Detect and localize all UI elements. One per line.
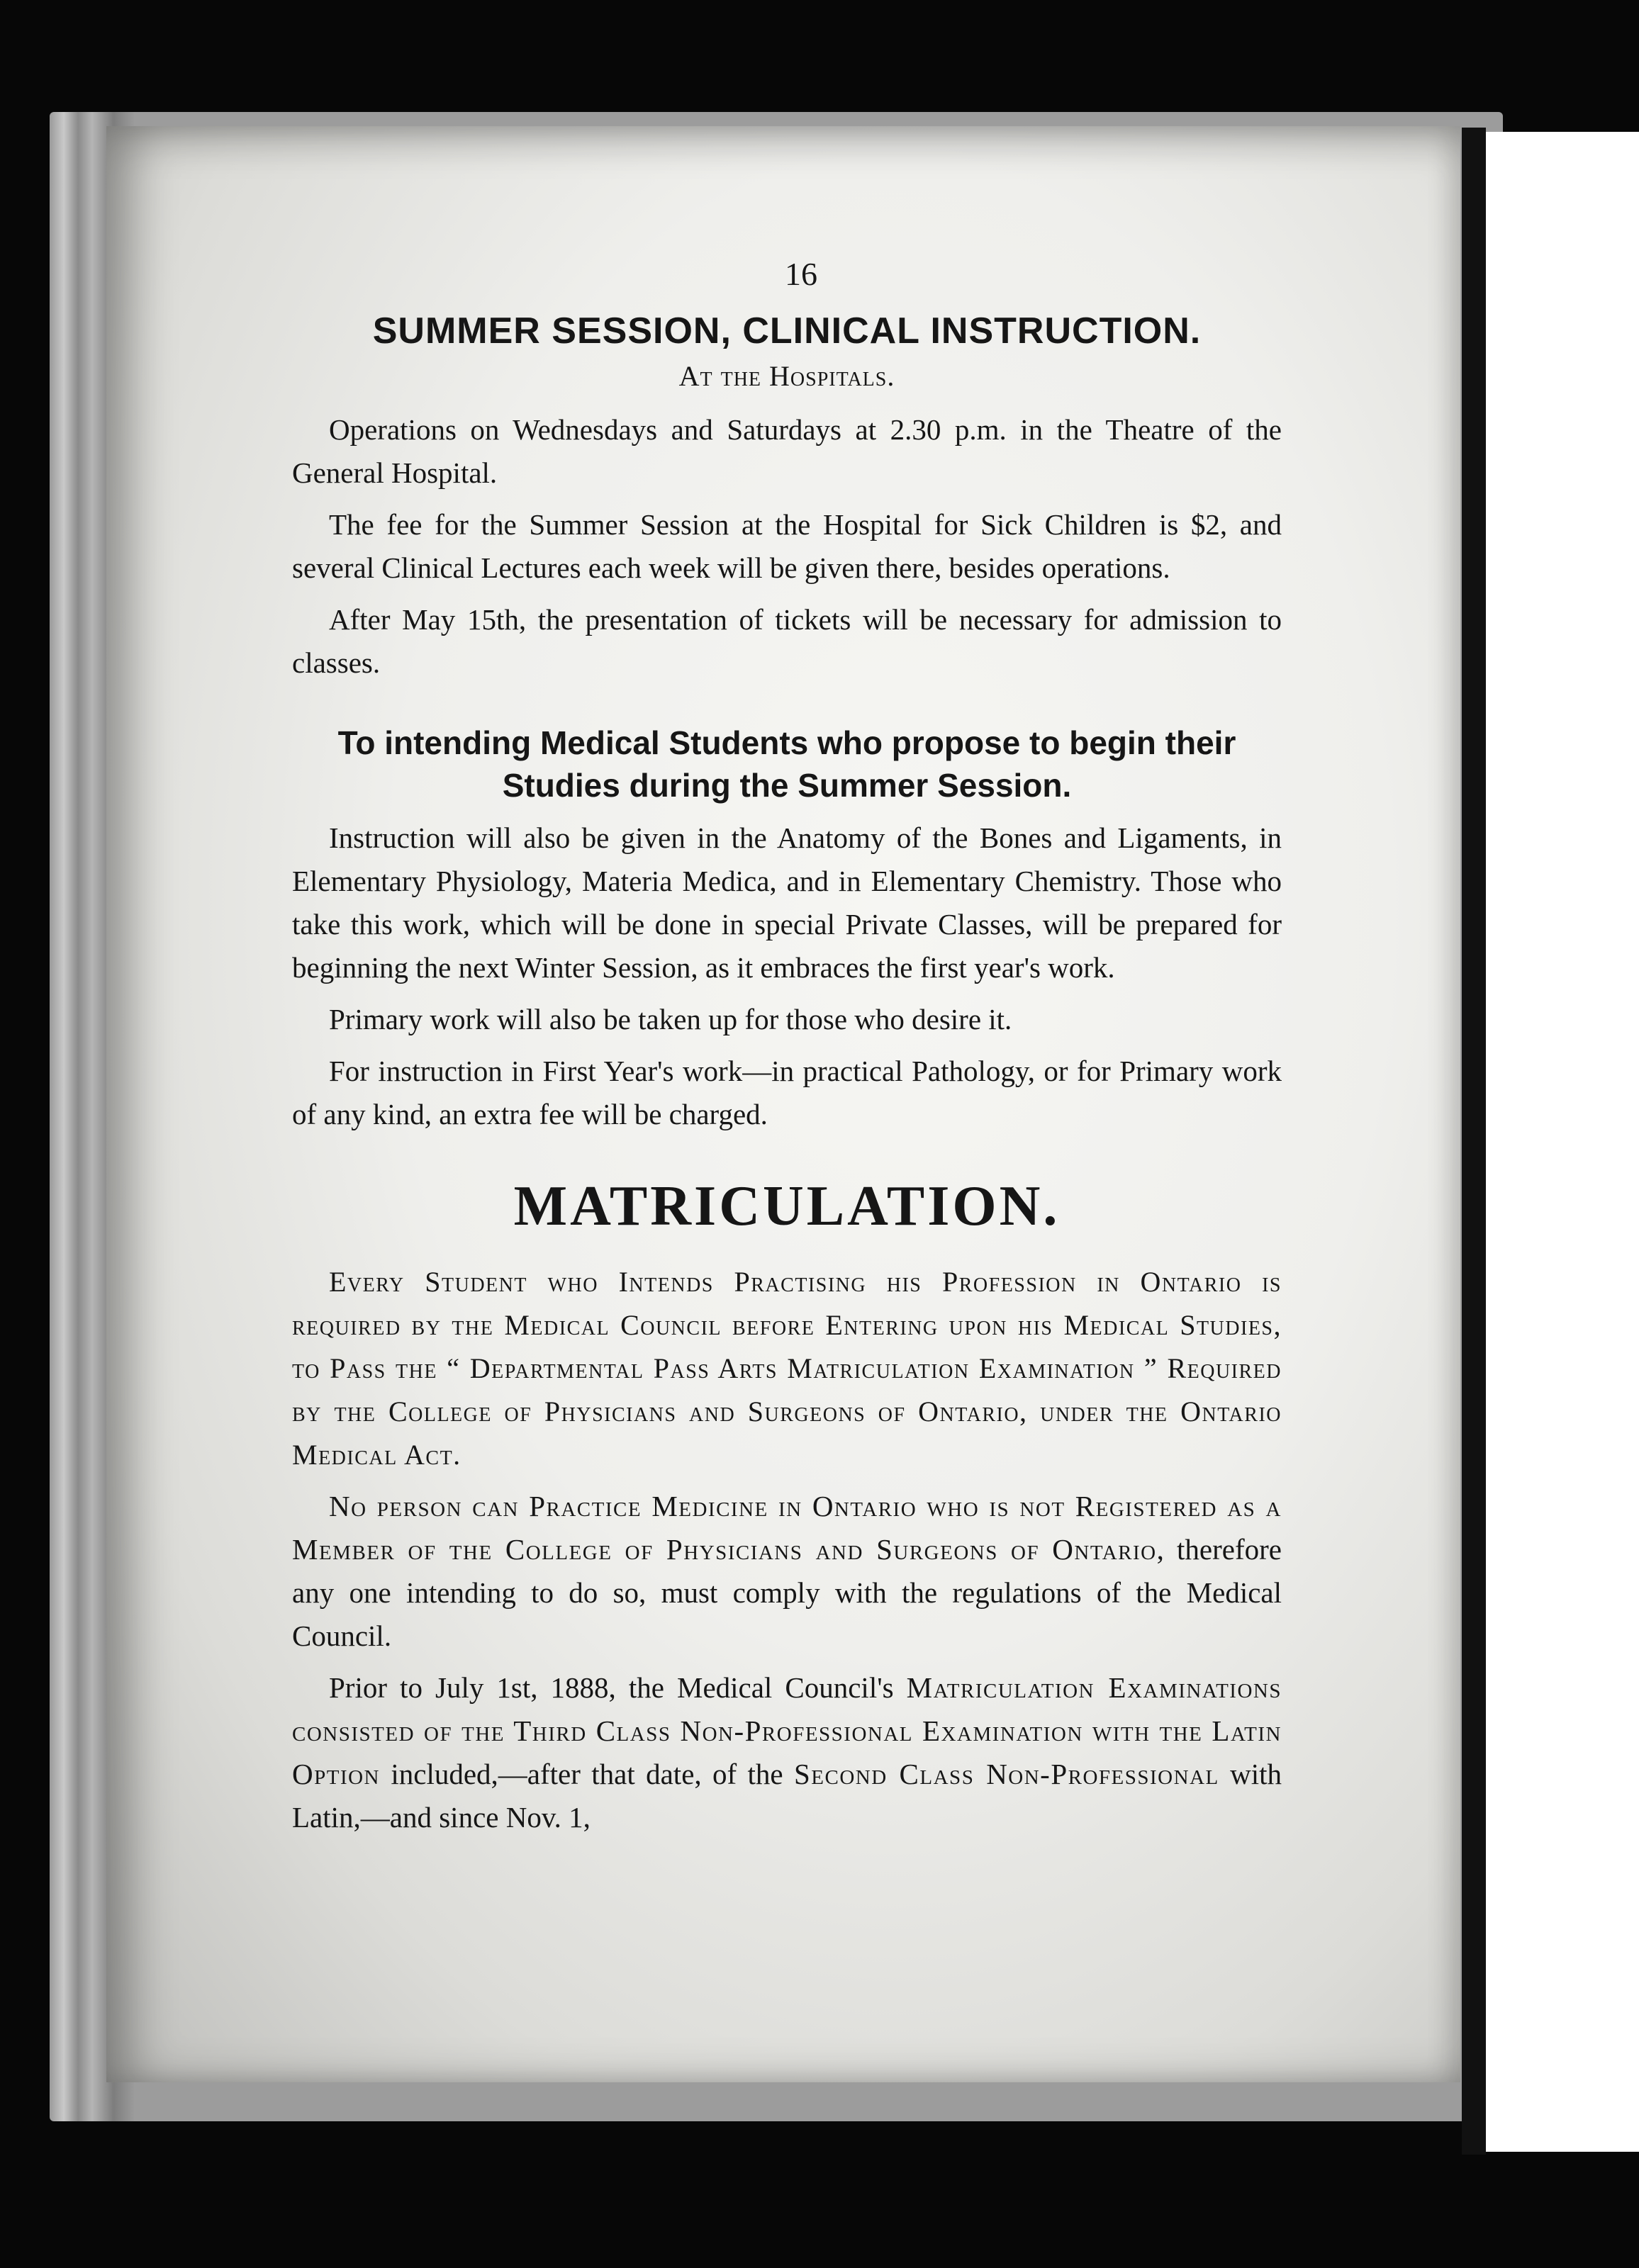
prior-text-b: Matriculation Examinations consisted of the Third Class Non-Professional Examination with the Latin Option [292,1671,1282,1790]
extra-fee-paragraph: For instruction in First Year's work—in practical Pathology, or for Primary work of any kind, an extra fee will be charged. [292,1055,1282,1130]
prior-to-july-paragraph [292,1666,1282,1839]
summer-session-heading: SUMMER SESSION, CLINICAL INSTRUCTION. [372,310,1202,352]
primary-work-paragraph: Primary work will also be taken up for those who desire it. [329,1003,1012,1035]
tickets-paragraph: After May 15th, the presentation of tickets will be necessary for admission to classes. [292,603,1282,679]
fee-paragraph: The fee for the Summer Session at the Hospital for Sick Children is $2, and several Clinical Lectures each week will be given there, besides operations. [292,508,1282,584]
no-person-caps-text: No person can Practice Medicine in Ontario who is not Registered as a Member of the College of Physicians and Surgeons of Ontario, [292,1490,1282,1566]
facing-page-blank [1486,132,1639,2152]
no-person-paragraph [292,1485,1282,1658]
operations-paragraph: Operations on Wednesdays and Saturdays at 2.30 p.m. in the Theatre of the General Hospital. [292,413,1282,489]
every-student-paragraph: Every Student who Intends Practising his Profession in Ontario is required by the Medical Council before Entering upon his Medical Studies, to Pass the “ Departmental Pass Arts Matriculation Examination ” Required by the College of Physicians and Surgeons of Ontario, under the Ontario Medical Act. [292,1266,1282,1471]
page-number: 16 [785,256,817,292]
intending-students-heading-line2: Studies during the Summer Session. [502,767,1072,804]
intending-students-heading-line1: To intending Medical Students who propose to begin their [337,724,1236,761]
no-person-rest-text: therefore any one intending to do so, must comply with the regulations of the Medical Council. [292,1533,1282,1652]
hospitals-subheading: At the Hospitals. [678,360,895,392]
book-edge [1462,128,1486,2155]
page-text-column [292,255,1282,1848]
prior-text-a: Prior to July 1st, 1888, the Medical Council's [329,1671,907,1704]
prior-text-c: included,—after that date, of the [380,1758,794,1790]
prior-text-d: Second Class Non-Professional [794,1758,1219,1790]
instruction-paragraph: Instruction will also be given in the Anatomy of the Bones and Ligaments, in Elementary Physiology, Materia Medica, and in Elementary Chemistry. Those who take this work, which will be done in special Private Classes, will be prepared for beginning the next Winter Session, as it embraces the first year's work. [292,821,1282,984]
intending-students-heading [292,722,1282,807]
matriculation-heading: MATRICULATION. [513,1175,1061,1237]
prior-text-e: with Latin,—and since Nov. 1, [292,1758,1282,1834]
